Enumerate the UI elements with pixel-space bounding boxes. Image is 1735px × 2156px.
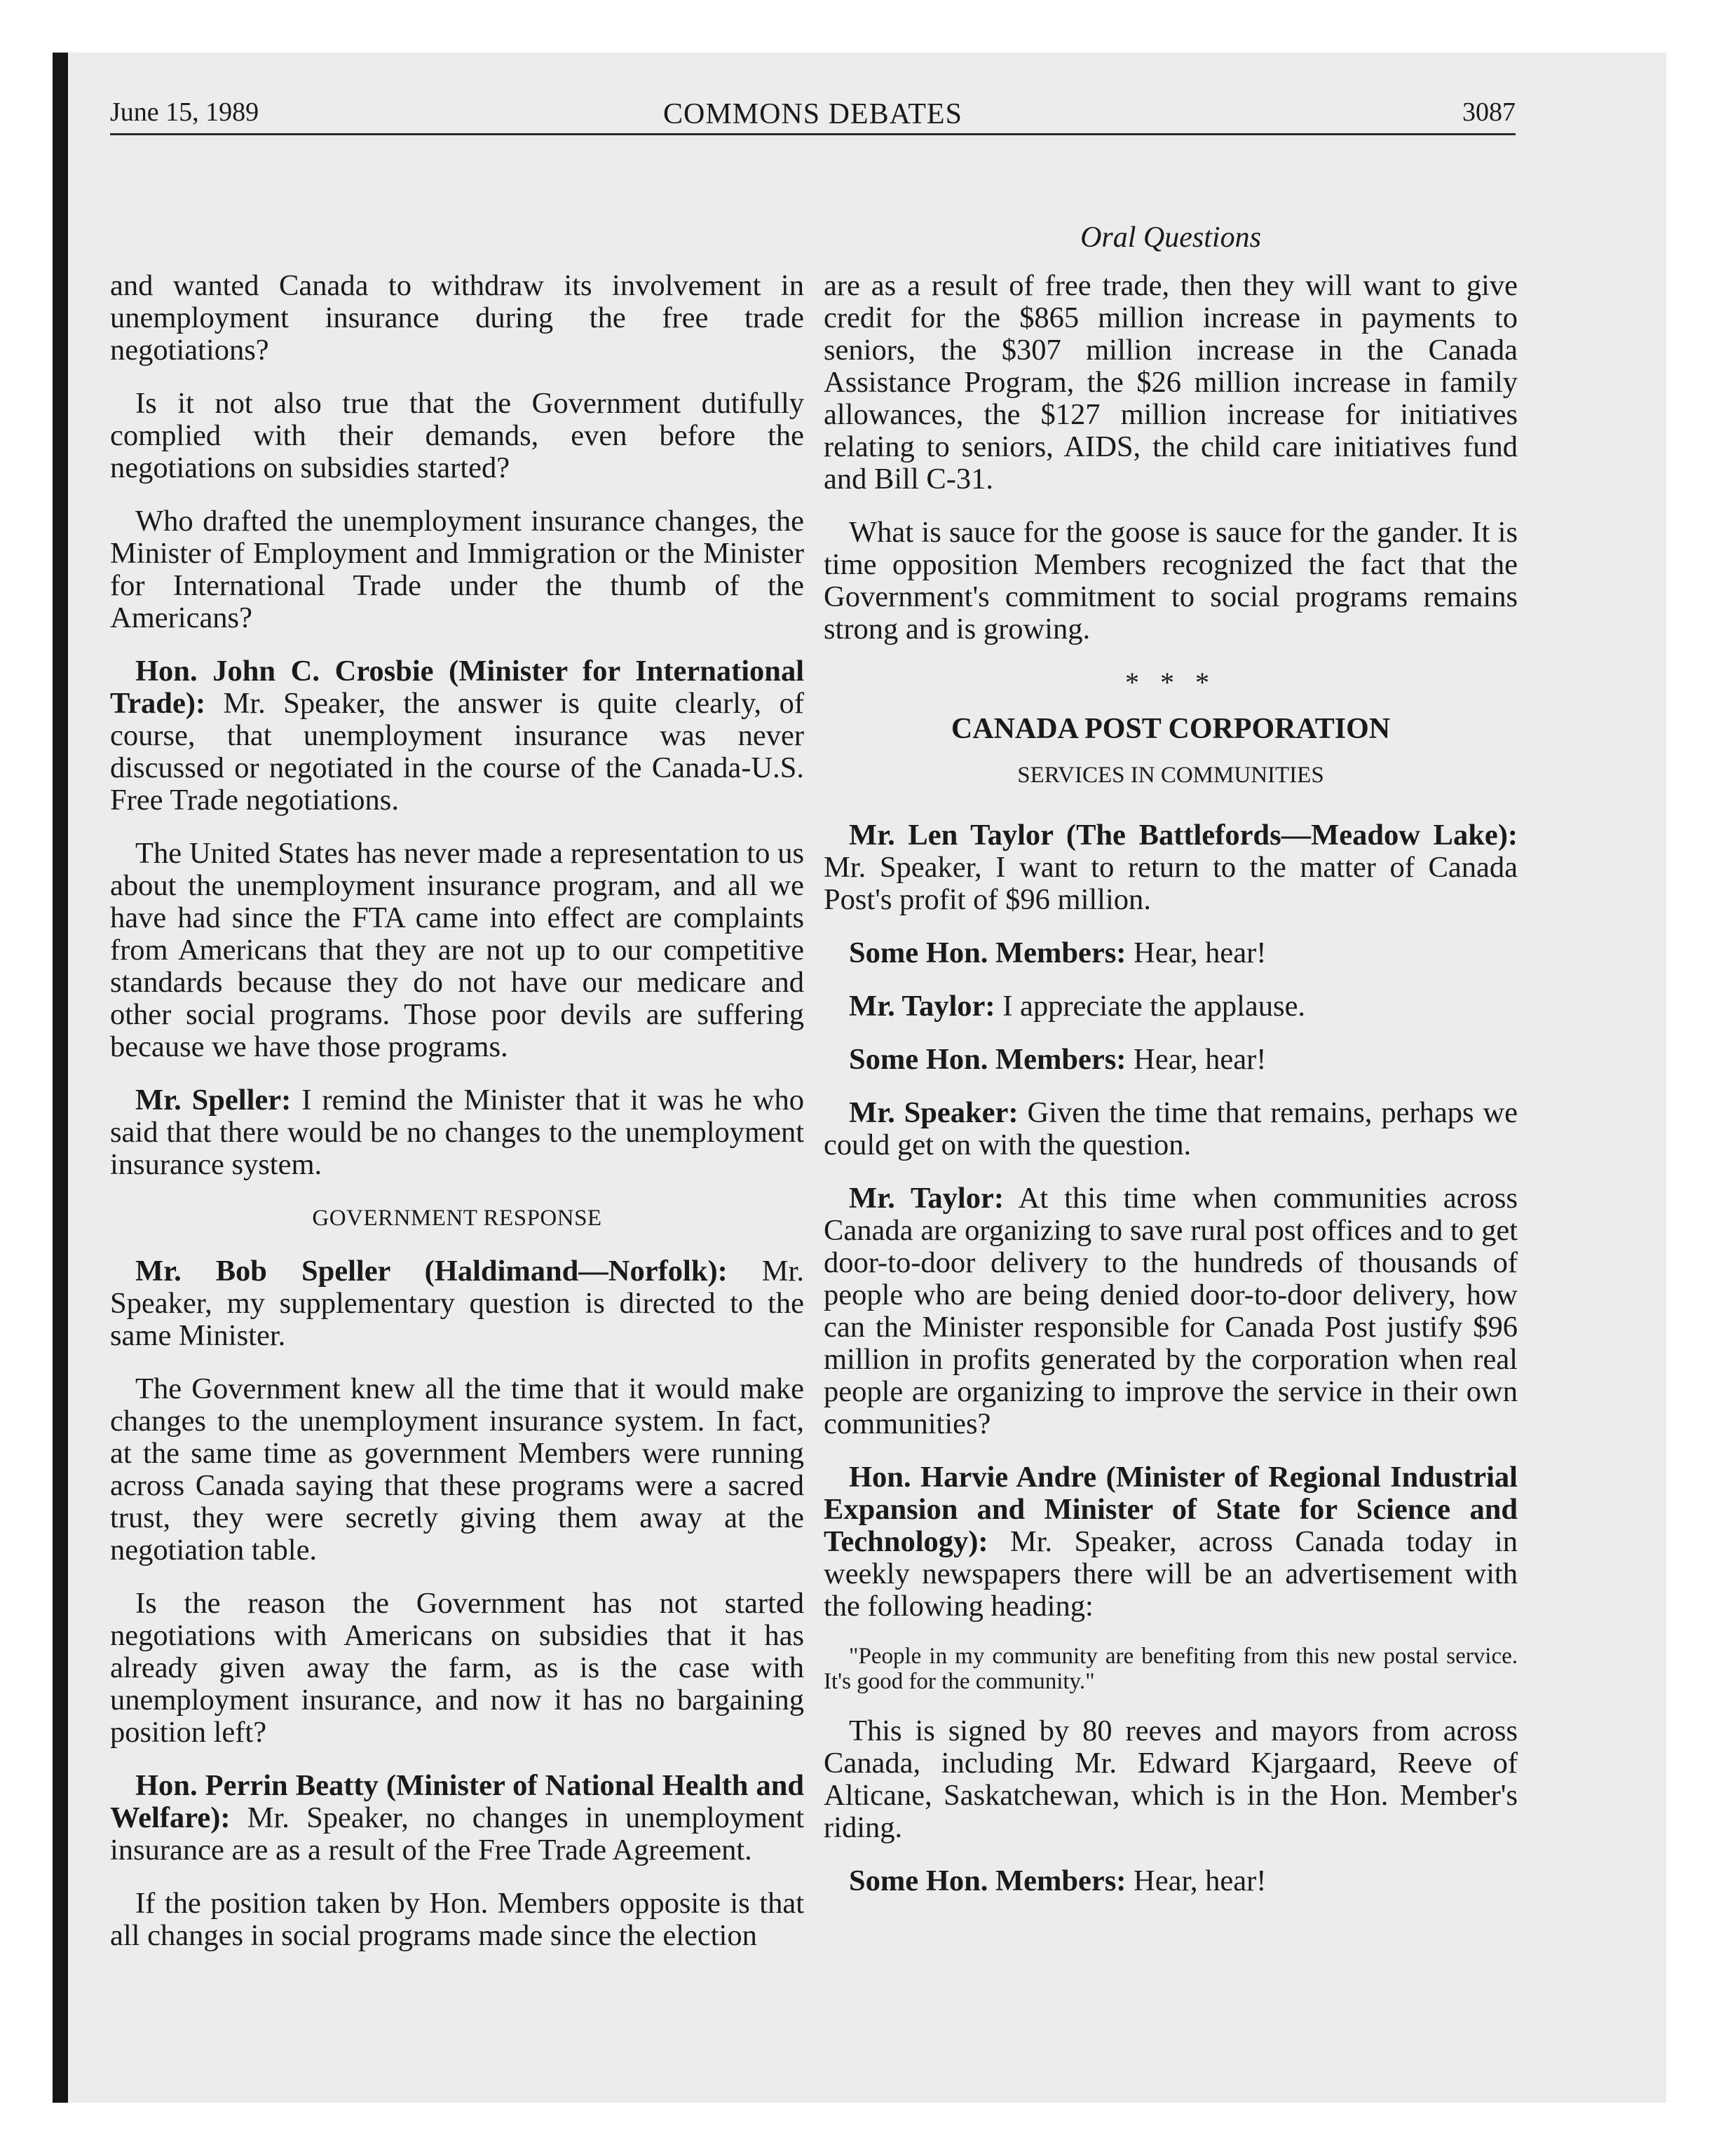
speech	[824, 819, 1518, 916]
right-column	[824, 270, 1518, 1918]
paragraph: This is signed by 80 reeves and mayors from across Canada, including Mr. Edward Kjargaard, Reeve of Alticane, Saskatchewan, which is in the Hon. Member's riding.	[824, 1714, 1518, 1844]
speech	[110, 1084, 804, 1181]
speaker-name: Hon. Harvie Andre (Minister of Regional Industrial Expansion and Minister of State for Science and Technology):	[824, 1461, 1518, 1558]
speaker-name: Some Hon. Members:	[849, 936, 1127, 969]
speaker-name: Mr. Speller:	[135, 1084, 292, 1117]
section-divider: * * *	[1125, 667, 1216, 698]
speech	[110, 1255, 804, 1352]
speech-text: Hear, hear!	[1126, 936, 1267, 969]
header-title: COMMONS DEBATES	[663, 98, 962, 130]
speech-text: Mr. Speaker, no changes in unemployment insurance are as a result of the Free Trade Agreement.	[110, 1801, 804, 1867]
speech-text: Hear, hear!	[1126, 1864, 1267, 1897]
speech	[824, 1865, 1518, 1897]
speech	[110, 1770, 804, 1867]
speaker-name: Mr. Speaker:	[849, 1096, 1019, 1129]
scan-margin-bar	[53, 53, 68, 2103]
page-number: 3087	[1462, 97, 1516, 127]
section-title: CANADA POST CORPORATION	[951, 713, 1391, 745]
paragraph: What is sauce for the goose is sauce for the gander. It is time opposition Members recognized the fact that the Government's commitment to social programs remains strong and is growing.	[824, 516, 1518, 646]
speech	[824, 1461, 1518, 1623]
left-column	[110, 270, 804, 1973]
speech	[824, 990, 1518, 1023]
speaker-name: Mr. Len Taylor (The Battlefords—Meadow Lake):	[849, 819, 1518, 852]
speech	[110, 655, 804, 817]
speech-text: Mr. Speaker, the answer is quite clearly, of course, that unemployment insurance was never discussed or negotiated in the course of the Canada-U.S. Free Trade negotiations.	[110, 687, 804, 817]
speech	[824, 1044, 1518, 1076]
speaker-name: Mr. Taylor:	[849, 1182, 1004, 1215]
sub-section-title: SERVICES IN COMMUNITIES	[1017, 763, 1324, 788]
section-label: Oral Questions	[1080, 221, 1261, 254]
header-date: June 15, 1989	[110, 97, 259, 127]
subheading: GOVERNMENT RESPONSE	[312, 1206, 602, 1231]
speech-text: I remind the Minister that it was he who said that there would be no changes to the unemployment insurance system.	[110, 1084, 804, 1181]
speech-text: Given the time that remains, perhaps we could get on with the question.	[824, 1096, 1518, 1161]
paragraph: The United States has never made a representation to us about the unemployment insurance program, and all we have had since the FTA came into effect are complaints from Americans that they are not up to our competitive standards because they do not have our medicare and other social programs. Those poor devils are suffering because we have those programs.	[110, 837, 804, 1063]
paragraph: Who drafted the unemployment insurance changes, the Minister of Employment and Immigration or the Minister for International Trade under the thumb of the Americans?	[110, 505, 804, 634]
speaker-name: Hon. Perrin Beatty (Minister of National Health and Welfare):	[110, 1769, 804, 1834]
paragraph: are as a result of free trade, then they will want to give credit for the $865 million increase in payments to seniors, the $307 million increase in the Canada Assistance Program, the $26 million increase in family allowances, the $127 million increase for initiatives relating to seniors, AIDS, the child care initiatives fund and Bill C-31.	[824, 269, 1518, 496]
speech	[824, 1182, 1518, 1440]
paragraph: Is it not also true that the Government dutifully complied with their demands, even before the negotiations on subsidies started?	[110, 387, 804, 484]
paragraph: The Government knew all the time that it would make changes to the unemployment insurance system. In fact, at the same time as government Members were running across Canada saying that these programs were a sacred trust, they were secretly giving them away at the negotiation table.	[110, 1372, 804, 1567]
speech	[824, 1097, 1518, 1161]
running-header	[110, 91, 1516, 135]
speech	[824, 937, 1518, 969]
speaker-name: Mr. Bob Speller (Haldimand—Norfolk):	[135, 1255, 728, 1288]
speech-text: Hear, hear!	[1126, 1043, 1267, 1076]
paragraph: and wanted Canada to withdraw its involvement in unemployment insurance during the free trade negotiations?	[110, 269, 804, 367]
speaker-name: Hon. John C. Crosbie (Minister for International Trade):	[110, 655, 804, 720]
speaker-name: Some Hon. Members:	[849, 1043, 1127, 1076]
speaker-name: Mr. Taylor:	[849, 990, 995, 1023]
block-quote: "People in my community are benefiting from this new postal service. It's good for the community."	[824, 1644, 1518, 1694]
speech-text: Mr. Speaker, across Canada today in weekly newspapers there will be an advertisement with the following heading:	[824, 1525, 1518, 1623]
speaker-name: Some Hon. Members:	[849, 1864, 1127, 1897]
speech-text: At this time when communities across Canada are organizing to save rural post offices and to get door-to-door delivery to the hundreds of thousands of people who are being denied door-to-door delivery, how can the Minister responsible for Canada Post justify $96 million in profits generated by the corporation when real people are organizing to improve the service in their own communities?	[824, 1182, 1518, 1440]
paragraph: If the position taken by Hon. Members opposite is that all changes in social programs made since the election	[110, 1887, 804, 1952]
speech-text: Mr. Speaker, my supplementary question is directed to the same Minister.	[110, 1255, 804, 1352]
speech-text: I appreciate the applause.	[995, 990, 1306, 1023]
paragraph: Is the reason the Government has not started negotiations with Americans on subsidies that it has already given away the farm, as is the case with unemployment insurance, and now it has no bargaining position left?	[110, 1587, 804, 1749]
speech-text: Mr. Speaker, I want to return to the matter of Canada Post's profit of $96 million.	[824, 851, 1518, 916]
